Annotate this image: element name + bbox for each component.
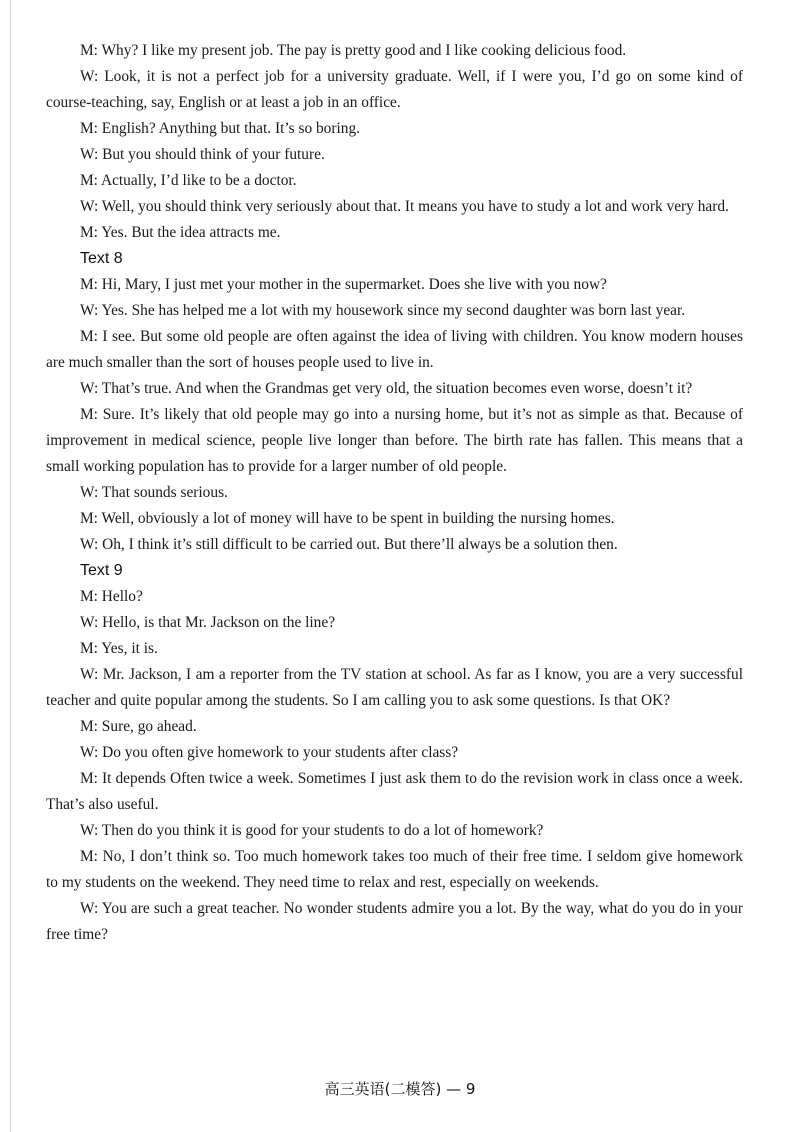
- dialogue-line: M: Hello?: [80, 588, 143, 605]
- dialogue-line: W: You are such a great teacher. No wonder students admire you a lot. By the way, what do you do in your free time?: [46, 900, 743, 943]
- dialogue-line: M: No, I don’t think so. Too much homework takes too much of their free time. I seldom give homework to my students on the weekend. They need time to relax and rest, especially on weekends.: [46, 848, 743, 891]
- dialogue-line: M: Sure. It’s likely that old people may go into a nursing home, but it’s not as simple as that. Because of improvement in medical science, people live longer than before. The birth rate has fallen. This means that a small working population has to provide for a larger number of old people.: [46, 406, 743, 475]
- dialogue-line: W: That’s true. And when the Grandmas get very old, the situation becomes even worse, doesn’t it?: [80, 380, 693, 397]
- dialogue-line: M: Sure, go ahead.: [80, 718, 197, 735]
- dialogue-line: M: I see. But some old people are often against the idea of living with children. You know modern houses are much smaller than the sort of houses people used to live in.: [46, 328, 743, 371]
- page-edge-rule: [10, 0, 11, 1132]
- dialogue-line: W: Hello, is that Mr. Jackson on the line?: [80, 614, 336, 631]
- dialogue-line: W: Yes. She has helped me a lot with my housework since my second daughter was born last year.: [80, 302, 686, 319]
- section-heading-text-9: Text 9: [80, 562, 123, 579]
- page-footer: 高三英语(二模答) — 9: [324, 1080, 476, 1098]
- dialogue-line: M: Well, obviously a lot of money will have to be spent in building the nursing homes.: [80, 510, 615, 527]
- dialogue-line: M: Hi, Mary, I just met your mother in the supermarket. Does she live with you now?: [80, 276, 607, 293]
- section-heading-text-8: Text 8: [80, 250, 123, 267]
- dialogue-line: W: Then do you think it is good for your students to do a lot of homework?: [80, 822, 544, 839]
- dialogue-line: W: Do you often give homework to your students after class?: [80, 744, 459, 761]
- dialogue-line: M: Why? I like my present job. The pay is pretty good and I like cooking delicious food.: [80, 42, 627, 59]
- dialogue-line: M: Actually, I’d like to be a doctor.: [80, 172, 297, 189]
- dialogue-line: W: But you should think of your future.: [80, 146, 325, 163]
- transcript-body: [46, 38, 743, 948]
- dialogue-line: W: Well, you should think very seriously about that. It means you have to study a lot and work very hard.: [80, 198, 729, 215]
- dialogue-line: W: That sounds serious.: [80, 484, 228, 501]
- dialogue-line: W: Oh, I think it’s still difficult to be carried out. But there’ll always be a solution then.: [80, 536, 618, 553]
- dialogue-line: W: Mr. Jackson, I am a reporter from the TV station at school. As far as I know, you are a very successful teacher and quite popular among the students. So I am calling you to ask some questions. Is that OK?: [46, 666, 743, 709]
- dialogue-line: M: Yes. But the idea attracts me.: [80, 224, 281, 241]
- dialogue-line: W: Look, it is not a perfect job for a university graduate. Well, if I were you, I’d go on some kind of course-teaching, say, English or at least a job in an office.: [46, 68, 743, 111]
- dialogue-line: M: It depends Often twice a week. Sometimes I just ask them to do the revision work in class once a week. That’s also useful.: [46, 770, 743, 813]
- dialogue-line: M: English? Anything but that. It’s so boring.: [80, 120, 361, 137]
- dialogue-line: M: Yes, it is.: [80, 640, 158, 657]
